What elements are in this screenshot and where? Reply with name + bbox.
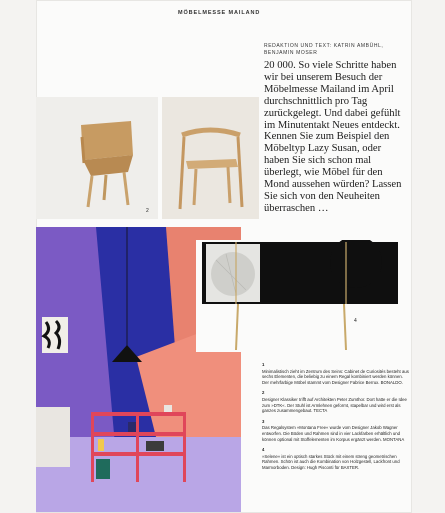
caption-4 <box>262 447 410 470</box>
captions-block <box>262 362 410 476</box>
lead-text: 20 000. So viele Schritte haben wir bei unserem Besuch der Möbelmesse Mailand im April durchschnittlich pro Tag zurückgelegt. Und dabei gefühlt im Minutentakt Neues entdeckt. Kennen Sie zum Beispiel den Möbeltyp Lazy Susan, oder haben Sie sich schon mal überlegt, wie Möbel für den Mond aussehen würden? Lassen Sie sich von den Neuheiten überraschen … <box>264 60 402 214</box>
caption-1 <box>262 362 410 385</box>
section-header: MÖBELMESSE MAILAND <box>178 10 261 16</box>
chair-illustration-2 <box>162 97 259 219</box>
chair-photo-number: 2 <box>146 208 149 214</box>
caption-4-text: »Selene« ist ein optisch starkes Stück mit einem streng geometrischen Rahmen. Schön ist auch die Kombination von Holzgestell, Lackfront und Marmorboden. Design: Hugh Pisconti für BAXTER. <box>262 453 400 470</box>
byline-line-2: BENJAMIN MOSER <box>264 50 318 56</box>
caption-1-number: 1 <box>262 362 265 367</box>
lead-paragraph <box>264 60 407 215</box>
chair-illustration-1 <box>36 97 158 219</box>
chair-photo-1 <box>36 97 158 219</box>
chair-photo-2 <box>162 97 259 219</box>
byline-line-1: REDAKTION UND TEXT: KATRIN AMBÜHL, <box>264 43 384 49</box>
caption-3 <box>262 419 410 442</box>
byline <box>264 43 404 57</box>
caption-2-number: 2 <box>262 390 265 396</box>
caption-1-text: Minimalistisch zieht im Zentrum des Seins: Cabinet de Curiosités besteht aus sechs Elementen, die beliebig zu einem Regal kombiniert werden können. Der mehrfarbige Möbel stammt vom Designer Fabrice Berrux. BONALDO. <box>262 368 409 385</box>
caption-2 <box>262 390 410 413</box>
cabinet-photo-number: 4 <box>354 318 357 324</box>
caption-3-number: 3 <box>262 418 265 424</box>
caption-4-number: 4 <box>262 447 265 453</box>
cabinet-photo <box>196 240 408 352</box>
caption-2-text: Designer Klassiker trifft auf Architekten Peter Zumthor. Dort hatte er die Idee zum »DTK«. Der Stuhl ist Armlehnen geformt, stapelbar und wird erst als ganzes zusammengebaut. TECTA <box>262 396 407 414</box>
caption-3-text: Das Regalsystem »Montana Free« wurde vom Designer Jakob Wagner entworfen. Die Böden und Rahmen sind in vier Lackfarben erhältlich und können optional mit Stoffelementen im Korpus ergänzt werden. MONTANA <box>262 425 405 442</box>
cabinet-illustration <box>196 240 408 352</box>
